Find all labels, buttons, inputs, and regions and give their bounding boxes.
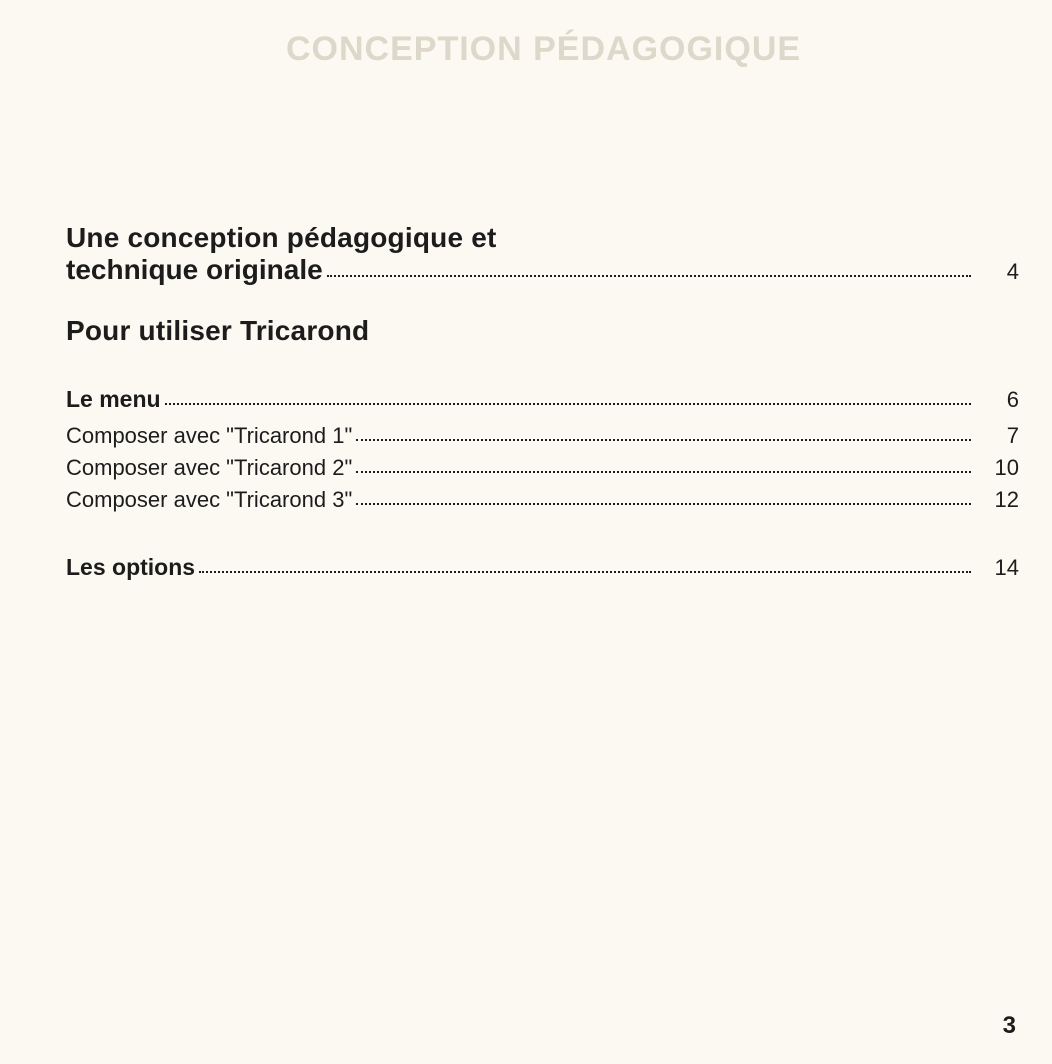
toc-entry-page: 4 [1006, 259, 1019, 284]
toc-entry-label: technique originale [66, 254, 323, 285]
toc-entry-page: 6 [1006, 387, 1019, 412]
show-through-title: CONCEPTION PÉDAGOGIQUE [286, 30, 802, 68]
toc-entry-page: 14 [994, 555, 1019, 580]
toc-entry-page: 12 [994, 487, 1019, 512]
toc-entry-label: Les options [66, 554, 196, 580]
toc-entry-options[interactable] [66, 554, 1019, 581]
toc-entry-label: Composer avec "Tricarond 1" [66, 423, 353, 448]
toc-entry-label: Le menu [66, 386, 161, 412]
toc-entry-label: Composer avec "Tricarond 3" [66, 487, 353, 512]
toc-entry-page: 10 [994, 455, 1019, 480]
leader-dots [356, 499, 971, 505]
toc-entry-tricarond-2[interactable] [66, 455, 1019, 481]
toc-entry-label: Composer avec "Tricarond 2" [66, 455, 353, 480]
leader-dots [165, 399, 971, 405]
toc-entry-menu[interactable] [66, 386, 1019, 413]
leader-dots [199, 567, 971, 573]
leader-dots [356, 435, 971, 441]
toc-section-title-line1: Une conception pédagogique et [66, 222, 497, 253]
toc-section-title-utiliser: Pour utiliser Tricarond [66, 315, 370, 346]
toc-entry-conception[interactable] [66, 254, 1019, 286]
toc-entry-tricarond-1[interactable] [66, 423, 1019, 449]
leader-dots [356, 467, 971, 473]
toc-entry-page: 7 [1006, 423, 1019, 448]
toc-entry-tricarond-3[interactable] [66, 487, 1019, 513]
leader-dots [327, 271, 971, 277]
page-number: 3 [1002, 1012, 1016, 1039]
